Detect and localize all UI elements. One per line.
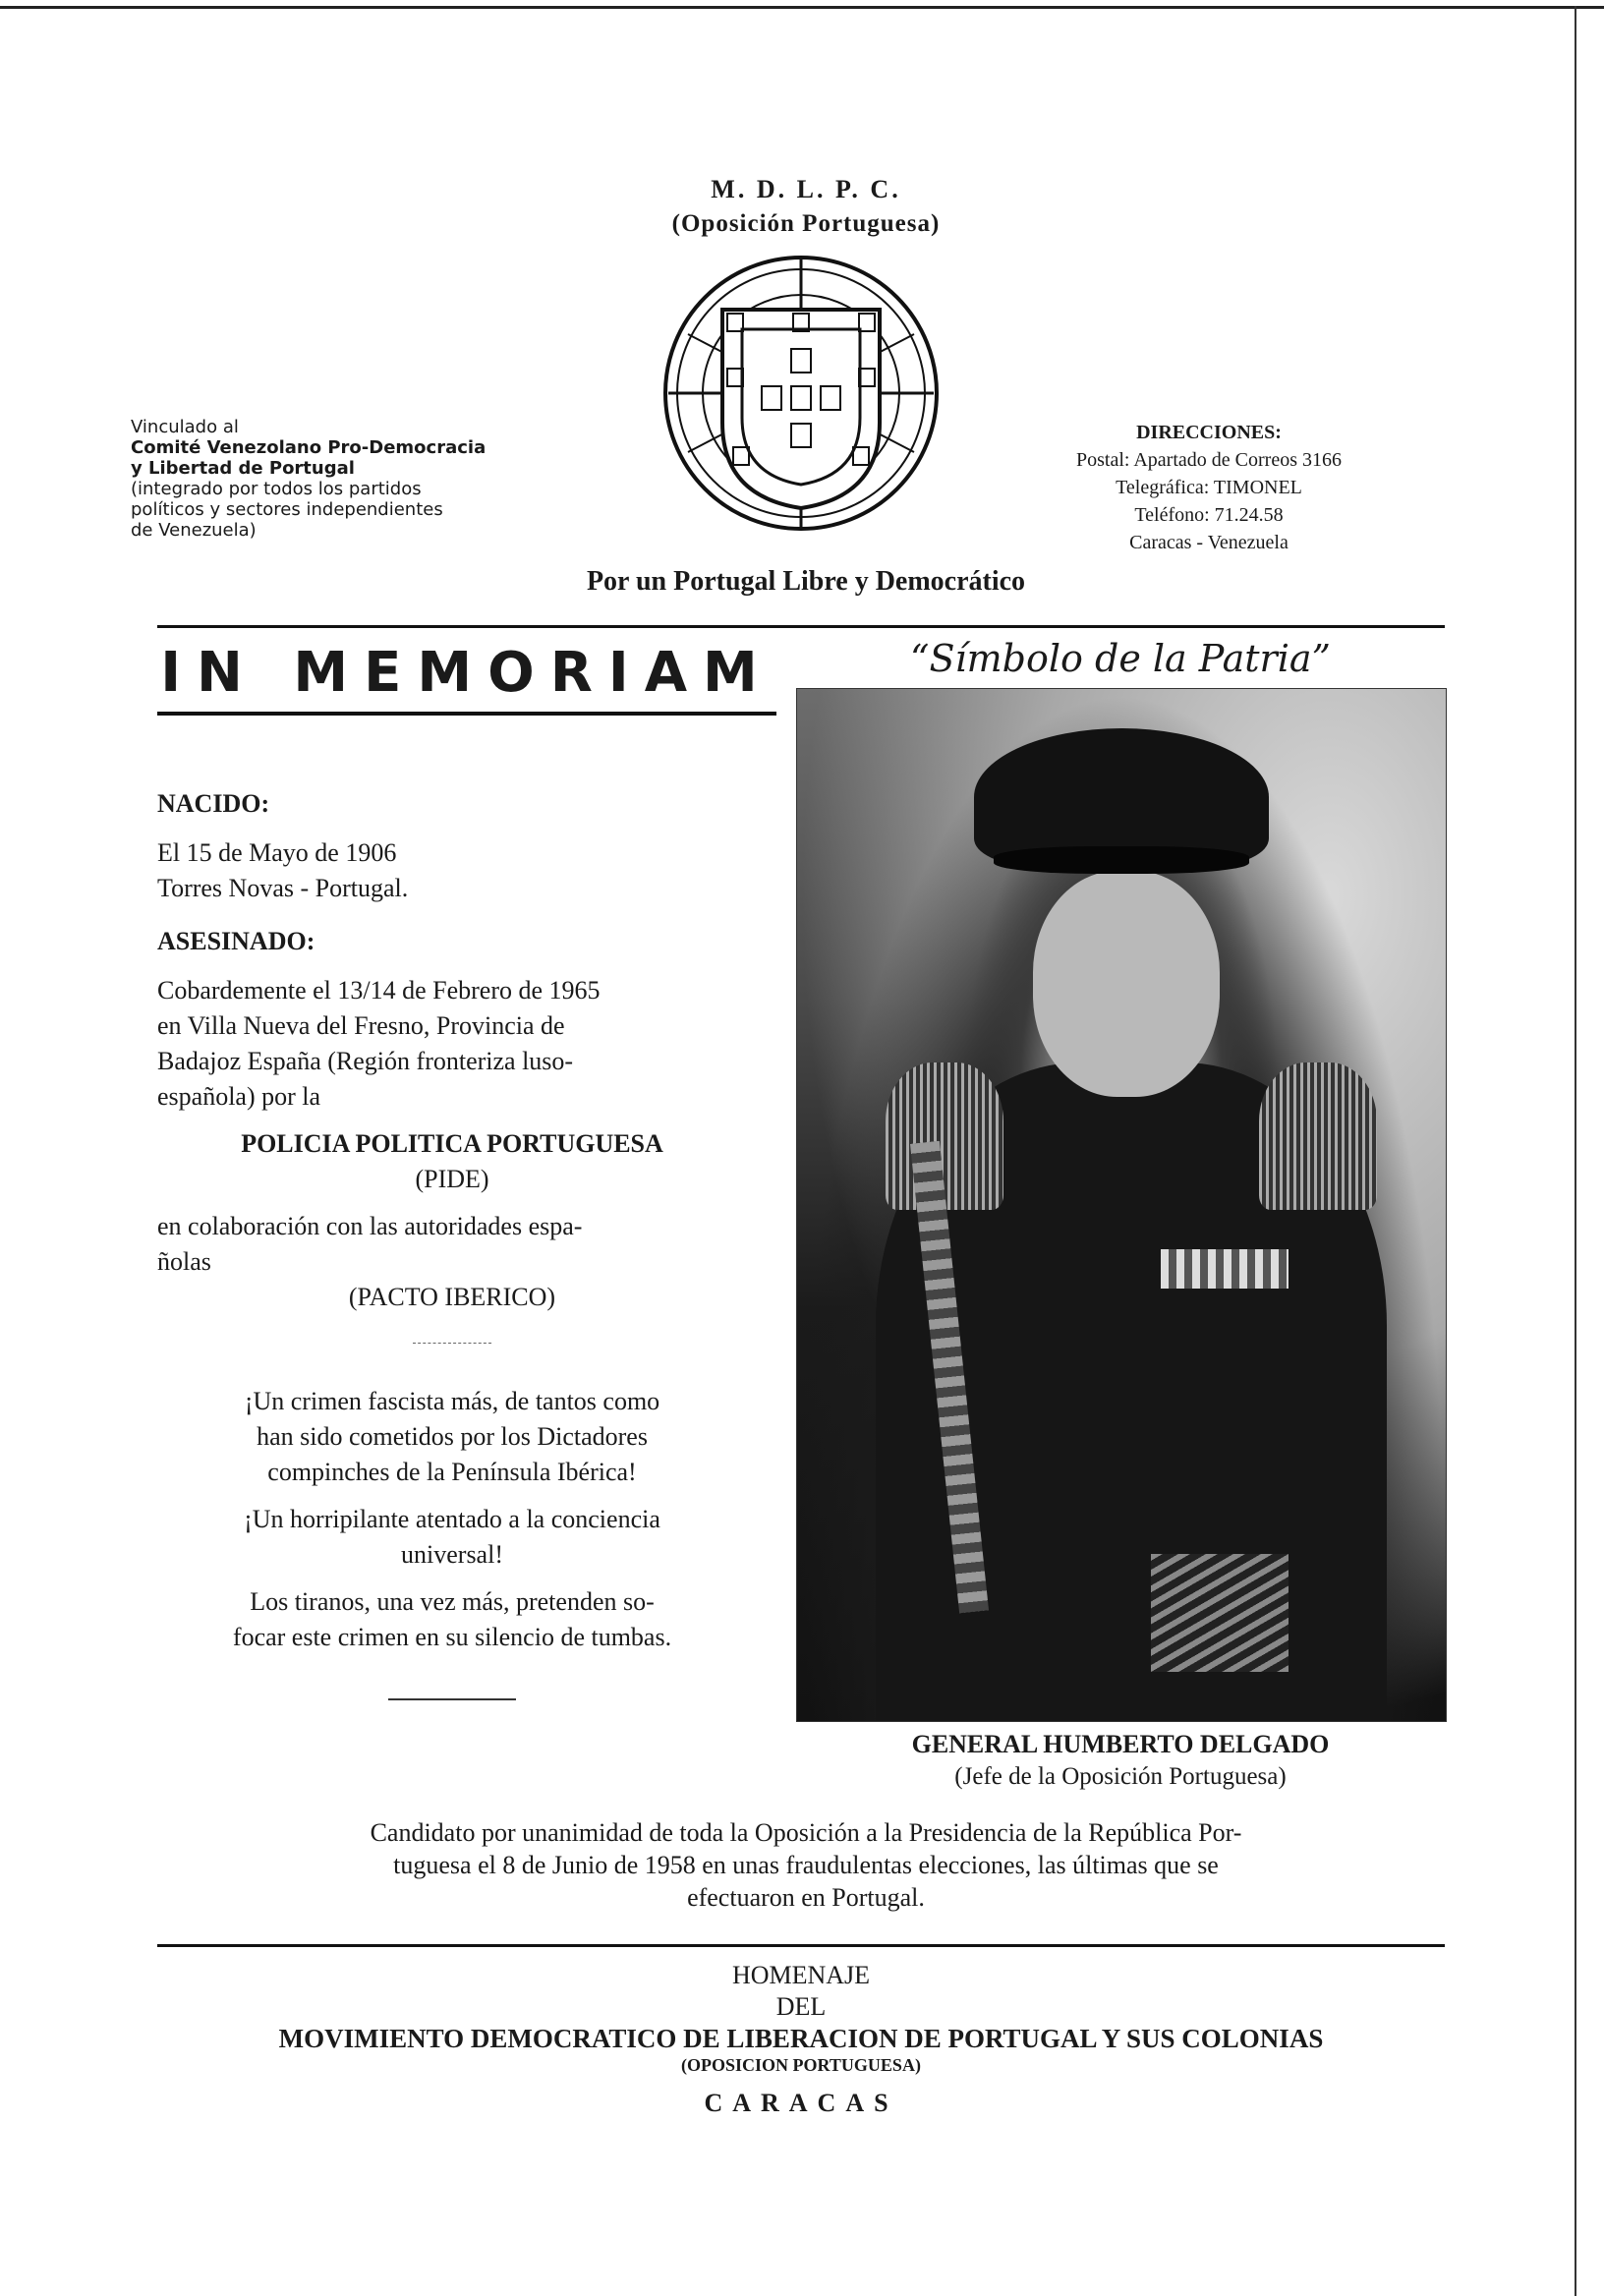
killed-text-line: en Villa Nueva del Fresno, Provincia de [157, 1011, 565, 1040]
killed-text-line: Cobardemente el 13/14 de Febrero de 1965 [157, 976, 601, 1004]
photo-medals [1161, 1249, 1289, 1289]
born-date: El 15 de Mayo de 1906 [157, 838, 397, 867]
tribute-footer [157, 1960, 1445, 2119]
address-phone: Teléfono: 71.24.58 [1134, 504, 1284, 526]
born-label: NACIDO: [157, 789, 270, 818]
affiliation-line: (integrado por todos los partidos [131, 479, 422, 499]
affiliation-line: de Venezuela) [131, 520, 257, 541]
candidate-paragraph [197, 1816, 1415, 1914]
photo-epaulet-right [1259, 1062, 1377, 1210]
police-name: POLICIA POLITICA PORTUGUESA [241, 1129, 663, 1158]
candidate-line: tuguesa el 8 de Junio de 1958 en unas fraudulentas elecciones, las últimas que se [393, 1851, 1219, 1879]
small-divider [413, 1343, 491, 1345]
header-divider [157, 625, 1445, 628]
addresses-block [1002, 419, 1415, 556]
portrait-photo-general-delgado [796, 688, 1447, 1722]
photo-cap [974, 728, 1269, 866]
movement-name: MOVIMIENTO DEMOCRATICO DE LIBERACION DE PORTUGAL Y SUS COLONIAS [278, 2024, 1324, 2053]
candidate-line: Candidato por unanimidad de toda la Oposición a la Presidencia de la República Por- [370, 1818, 1242, 1847]
footer-divider [157, 1944, 1445, 1947]
org-subtitle: (Oposición Portuguesa) [671, 210, 941, 237]
city-caracas: CARACAS [704, 2089, 898, 2117]
portuguese-coat-of-arms-emblem [649, 251, 953, 536]
affiliation-line: Vinculado al [131, 417, 239, 437]
photo-epaulet-left [886, 1062, 1003, 1210]
address-postal: Postal: Apartado de Correos 3166 [1076, 449, 1342, 471]
tribute-from: DEL [775, 1992, 827, 2021]
born-place: Torres Novas - Portugal. [157, 874, 409, 902]
photo-caption-name: GENERAL HUMBERTO DELGADO [911, 1730, 1330, 1758]
addresses-title: DIRECCIONES: [1136, 422, 1282, 443]
police-acronym: (PIDE) [415, 1165, 489, 1193]
pact-name: (PACTO IBERICO) [348, 1283, 556, 1311]
address-city: Caracas - Venezuela [1129, 532, 1289, 553]
outrage-text-line: universal! [401, 1540, 503, 1569]
photo-cuff [1151, 1554, 1289, 1672]
tribute-homage: HOMENAJE [731, 1961, 871, 1989]
affiliation-line: políticos y sectores independientes [131, 499, 443, 520]
outrage-text-line: ¡Un horripilante atentado a la conciencia [244, 1505, 660, 1533]
photo-visor [994, 846, 1249, 874]
photo-motto: “Símbolo de la Patria” [910, 637, 1331, 680]
address-telegraphic: Telegráfica: TIMONEL [1116, 477, 1302, 498]
collab-text-line: en colaboración con las autoridades espa- [157, 1212, 583, 1240]
crime-text-line: han sido cometidos por los Dictadores [257, 1422, 648, 1451]
affiliation-block [131, 417, 544, 541]
in-memoriam-title: IN MEMORIAM [160, 641, 773, 705]
page-top-border [0, 6, 1604, 9]
collab-text-line: ñolas [157, 1247, 211, 1276]
org-acronym: M. D. L. P. C. [711, 175, 901, 203]
tyrants-text-line: focar este crimen en su silencio de tumbas. [232, 1623, 672, 1651]
candidate-line: efectuaron en Portugal. [687, 1883, 925, 1912]
crime-text-line: compinches de la Península Ibérica! [267, 1458, 637, 1486]
small-divider [388, 1698, 516, 1700]
memorial-text-column [157, 786, 747, 1700]
photo-caption-role: (Jefe de la Oposición Portuguesa) [954, 1763, 1287, 1790]
slogan: Por un Portugal Libre y Democrático [586, 566, 1026, 597]
page-right-border [1575, 6, 1576, 2296]
killed-text-line: española) por la [157, 1082, 321, 1111]
tyrants-text-line: Los tiranos, una vez más, pretenden so- [250, 1587, 655, 1616]
affiliation-committee: Comité Venezolano Pro-Democracia [131, 437, 487, 458]
photo-face [1033, 871, 1220, 1097]
crime-text-line: ¡Un crimen fascista más, de tantos como [244, 1387, 660, 1415]
killed-text-line: Badajoz España (Región fronteriza luso- [157, 1047, 574, 1075]
killed-label: ASESINADO: [157, 927, 315, 955]
title-underline [157, 712, 776, 716]
affiliation-committee-2: y Libertad de Portugal [131, 458, 355, 479]
movement-subtitle: (OPOSICION PORTUGUESA) [681, 2055, 921, 2075]
